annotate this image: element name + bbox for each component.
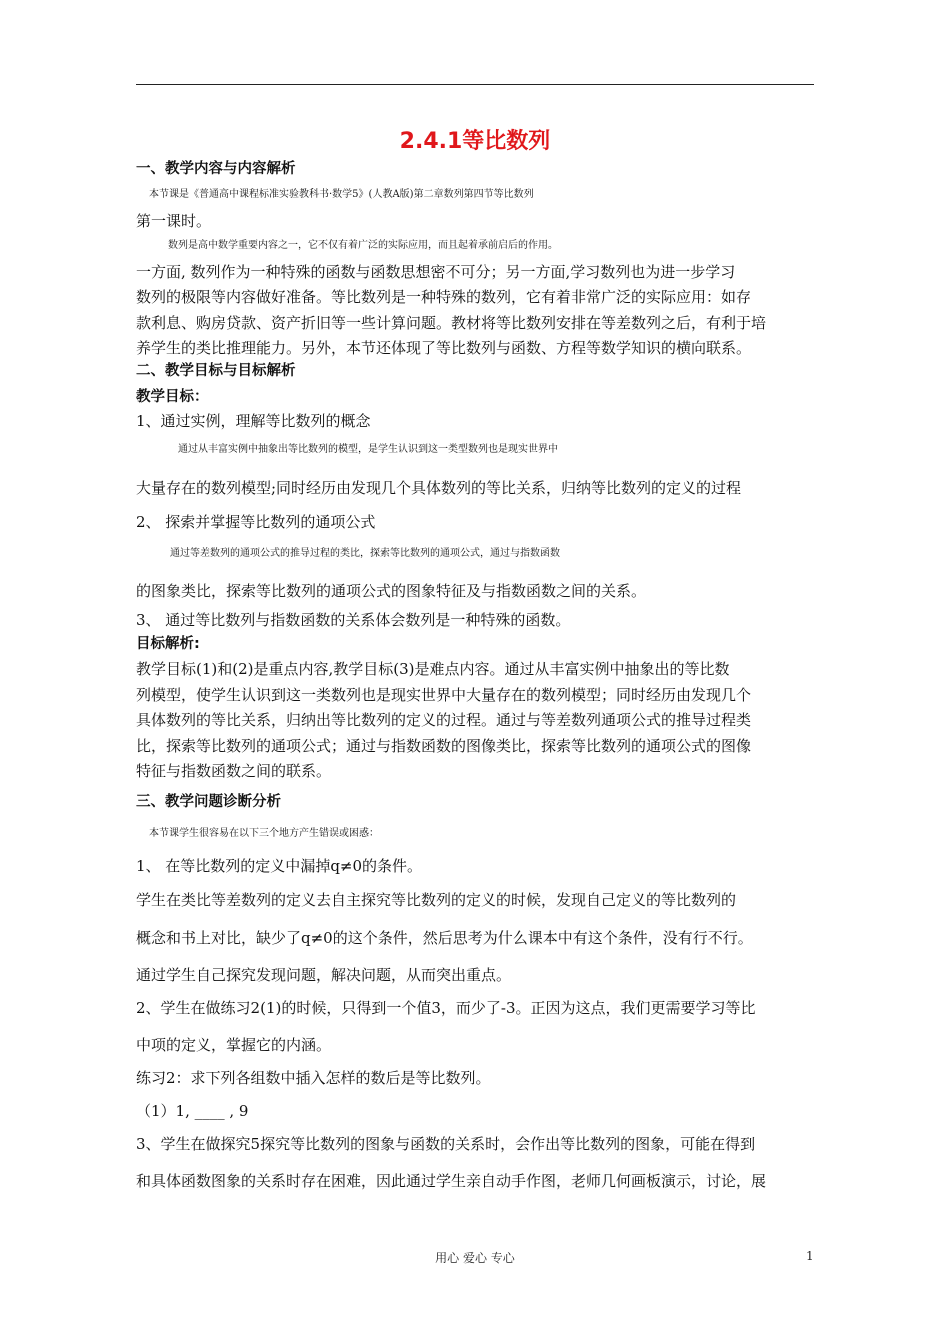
text-line: 1、 在等比数列的定义中漏掉q≠0的条件。 [136, 857, 423, 875]
text-line: 概念和书上对比，缺少了q≠0的这个条件，然后思考为什么课本中有这个条件，没有行不行。 [136, 929, 753, 947]
text-line: 款利息、购房贷款、资产折旧等一些计算问题。教材将等比数列安排在等差数列之后，有利于培 [136, 314, 767, 332]
section-heading: 二、教学目标与目标解析 [136, 363, 296, 379]
text-line: 数列的极限等内容做好准备。等比数列是一种特殊的数列，它有着非常广泛的实际应用：如存 [136, 288, 752, 306]
document-title: 2.4.1等比数列 [399, 129, 551, 154]
text-line: 通过等差数列的通项公式的推导过程的类比，探索等比数列的通项公式，通过与指数函数 [170, 548, 560, 559]
section-heading: 三、教学问题诊断分析 [136, 794, 281, 810]
section-heading: 目标解析: [136, 636, 200, 652]
text-line: 数列是高中数学重要内容之一，它不仅有着广泛的实际应用，而且起着承前启后的作用。 [168, 240, 558, 251]
text-line: （1）1, ____ , 9 [136, 1102, 249, 1120]
text-line: 学生在类比等差数列的定义去自主探究等比数列的定义的时候，发现自己定义的等比数列的 [136, 891, 737, 909]
text-line: 养学生的类比推理能力。另外，本节还体现了等比数列与函数、方程等数学知识的横向联系。 [136, 339, 752, 357]
text-line: 具体数列的等比关系，归纳出等比数列的定义的过程。通过与等差数列通项公式的推导过程类 [136, 711, 752, 729]
text-line: 的图象类比，探索等比数列的通项公式的图象特征及与指数函数之间的关系。 [136, 582, 647, 600]
text-line: 特征与指数函数之间的联系。 [136, 762, 332, 780]
text-line: 第一课时。 [136, 212, 212, 230]
text-line: 一方面, 数列作为一种特殊的函数与函数思想密不可分；另一方面,学习数列也为进一步学习 [136, 263, 736, 281]
text-line: 3、 通过等比数列与指数函数的关系体会数列是一种特殊的函数。 [136, 611, 571, 629]
header-rule [136, 84, 814, 85]
text-line: 通过从丰富实例中抽象出等比数列的模型，是学生认识到这一类型数列也是现实世界中 [178, 444, 558, 455]
text-line: 本节课是《普通高中课程标准实验教科书·数学5》(人教A版)第二章数列第四节等比数列 [149, 189, 534, 200]
text-line: 中项的定义，掌握它的内涵。 [136, 1036, 332, 1054]
page-number: 1 [806, 1249, 814, 1263]
text-line: 2、 探索并掌握等比数列的通项公式 [136, 513, 376, 531]
text-line: 1、通过实例，理解等比数列的概念 [136, 412, 371, 430]
text-line: 教学目标(1)和(2)是重点内容,教学目标(3)是难点内容。通过从丰富实例中抽象出的等比数 [136, 660, 730, 678]
section-heading: 教学目标： [136, 389, 209, 405]
text-line: 练习2：求下列各组数中插入怎样的数后是等比数列。 [136, 1069, 491, 1087]
footer-motto: 用心 爱心 专心 [435, 1251, 515, 1265]
text-line: 和具体函数图象的关系时存在困难，因此通过学生亲自动手作图，老师几何画板演示，讨论，展 [136, 1172, 767, 1190]
text-line: 比，探索等比数列的通项公式；通过与指数函数的图像类比，探索等比数列的通项公式的图像 [136, 737, 752, 755]
text-line: 通过学生自己探究发现问题，解决问题，从而突出重点。 [136, 966, 512, 984]
text-line: 大量存在的数列模型;同时经历由发现几个具体数列的等比关系，归纳等比数列的定义的过程 [136, 479, 742, 497]
text-line: 2、学生在做练习2(1)的时候，只得到一个值3，而少了-3。正因为这点，我们更需要学习等比 [136, 999, 756, 1017]
text-line: 本节课学生很容易在以下三个地方产生错误或困惑： [149, 828, 379, 839]
text-line: 列模型，使学生认识到这一类数列也是现实世界中大量存在的数列模型；同时经历由发现几个 [136, 686, 752, 704]
section-heading: 一、教学内容与内容解析 [136, 161, 296, 177]
text-line: 3、学生在做探究5探究等比数列的图象与函数的关系时，会作出等比数列的图象，可能在得到 [136, 1135, 756, 1153]
